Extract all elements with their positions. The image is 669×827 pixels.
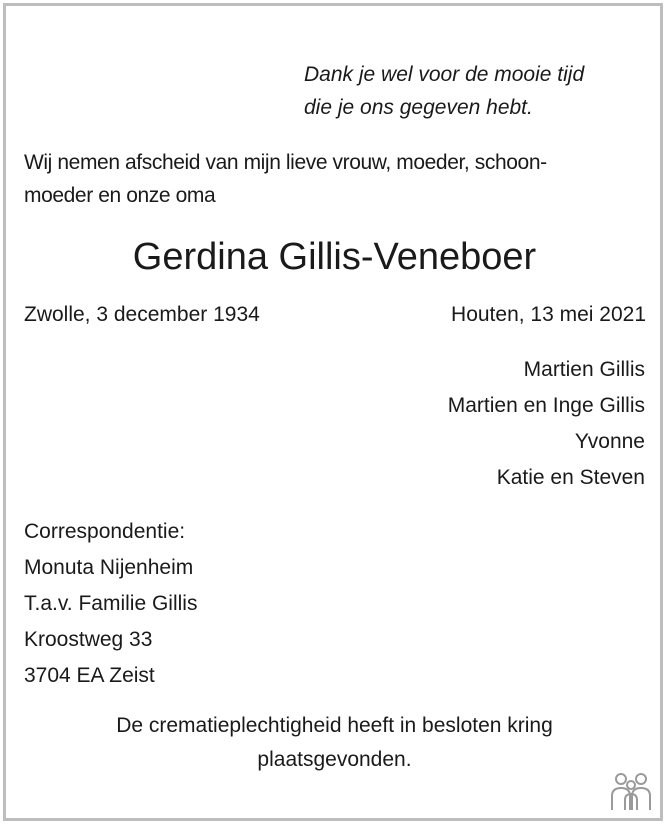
family-member: Katie en Steven <box>496 466 645 489</box>
birth-place-date: Zwolle, 3 december 1934 <box>24 303 260 326</box>
deceased-name: Gerdina Gillis-Veneboer <box>132 236 537 278</box>
address-line: Monuta Nijenheim <box>24 556 194 579</box>
quote-line: Dank je wel voor de mooie tijd <box>304 63 585 86</box>
family-member: Martien en Inge Gillis <box>447 394 645 417</box>
family-member: Martien Gillis <box>523 358 645 381</box>
family-member: Yvonne <box>574 430 645 453</box>
opening-quote <box>304 58 584 124</box>
family-people-icon <box>608 770 654 814</box>
closing-line: plaatsgevonden. <box>257 748 412 771</box>
address-line: T.a.v. Familie Gillis <box>24 592 198 615</box>
quote-line: die je ons gegeven hebt. <box>304 96 533 119</box>
life-dates <box>24 300 646 330</box>
family-signatures <box>448 352 645 496</box>
intro-line: Wij nemen afscheid van mijn lieve vrouw, moeder, schoon- <box>24 151 547 174</box>
intro-text <box>24 146 648 212</box>
correspondence-address <box>24 514 197 694</box>
correspondence-heading: Correspondentie: <box>24 520 186 543</box>
death-place-date: Houten, 13 mei 2021 <box>451 303 646 326</box>
address-line: 3704 EA Zeist <box>24 664 155 687</box>
address-line: Kroostweg 33 <box>24 628 153 651</box>
intro-line: moeder en onze oma <box>24 184 216 207</box>
closing-line: De crematieplechtigheid heeft in besloten kring <box>116 714 553 737</box>
closing-text <box>0 709 669 777</box>
